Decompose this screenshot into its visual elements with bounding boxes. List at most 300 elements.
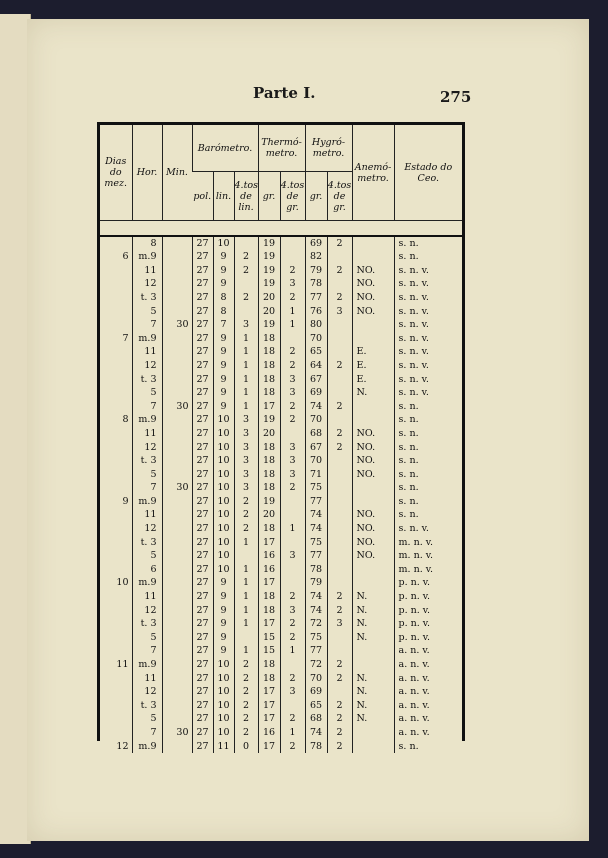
cell-hora: 11 [132, 590, 162, 604]
cell-thermo-gr: 18 [258, 454, 280, 468]
cell-pol: 27 [192, 712, 213, 726]
cell-dia [100, 726, 132, 740]
cell-pol: 27 [192, 631, 213, 645]
cell-quartos-lin: 2 [234, 291, 258, 305]
cell-pol: 27 [192, 318, 213, 332]
cell-anemometro [352, 236, 394, 251]
table-row [100, 413, 462, 427]
table-row [100, 508, 462, 522]
cell-lin: 9 [213, 345, 234, 359]
cell-dia [100, 631, 132, 645]
table-row [100, 359, 462, 373]
cell-anemometro [352, 332, 394, 346]
cell-lin: 10 [213, 549, 234, 563]
cell-quartos-lin [234, 305, 258, 319]
cell-quartos-lin: 2 [234, 726, 258, 740]
cell-pol: 27 [192, 454, 213, 468]
cell-thermo-quartos: 3 [280, 454, 305, 468]
cell-anemometro: E. [352, 345, 394, 359]
cell-lin: 10 [213, 427, 234, 441]
cell-hora: 12 [132, 359, 162, 373]
cell-minuto [162, 631, 192, 645]
cell-thermo-quartos: 1 [280, 318, 305, 332]
table-row [100, 481, 462, 495]
header-rule [100, 221, 462, 236]
cell-thermo-quartos: 2 [280, 740, 305, 754]
cell-lin: 8 [213, 291, 234, 305]
cell-hygro-quartos [327, 332, 352, 346]
table-row [100, 549, 462, 563]
cell-anemometro: NO. [352, 468, 394, 482]
cell-quartos-lin [234, 277, 258, 291]
cell-anemometro: NO. [352, 549, 394, 563]
cell-dia: 9 [122, 495, 129, 507]
cell-thermo-quartos [280, 236, 305, 251]
cell-hygro-gr: 74 [305, 590, 327, 604]
cell-anemometro [352, 400, 394, 414]
cell-hygro-gr: 70 [305, 413, 327, 427]
cell-lin: 10 [213, 413, 234, 427]
cell-dia [100, 291, 132, 305]
cell-estado: s. n. v. [394, 345, 462, 359]
cell-thermo-quartos: 2 [280, 631, 305, 645]
cell-minuto: 30 [162, 318, 192, 332]
cell-hygro-gr: 74 [305, 522, 327, 536]
table-row [100, 644, 462, 658]
cell-quartos-lin: 3 [234, 413, 258, 427]
cell-thermo-gr: 15 [258, 644, 280, 658]
cell-hygro-gr: 80 [305, 318, 327, 332]
cell-lin: 9 [213, 617, 234, 631]
cell-anemometro: N. [352, 590, 394, 604]
cell-dia [100, 236, 132, 251]
cell-thermo-quartos: 2 [280, 672, 305, 686]
cell-minuto [162, 250, 192, 264]
cell-lin: 10 [213, 481, 234, 495]
cell-lin: 10 [213, 441, 234, 455]
cell-thermo-gr: 18 [258, 672, 280, 686]
cell-hora: 7 [132, 644, 162, 658]
cell-thermo-quartos: 1 [280, 305, 305, 319]
cell-thermo-gr: 18 [258, 386, 280, 400]
cell-thermo-gr: 20 [258, 508, 280, 522]
cell-minuto [162, 332, 192, 346]
cell-lin: 10 [213, 508, 234, 522]
cell-minuto [162, 427, 192, 441]
cell-pol: 27 [192, 441, 213, 455]
cell-lin: 11 [213, 740, 234, 754]
cell-estado: s. n. v. [394, 373, 462, 387]
cell-lin: 10 [213, 672, 234, 686]
col-header-hygro-gr: gr. [305, 172, 327, 221]
cell-pol: 27 [192, 576, 213, 590]
cell-thermo-gr: 19 [258, 318, 280, 332]
cell-pol: 27 [192, 427, 213, 441]
table-row [100, 236, 462, 251]
cell-thermo-quartos [280, 563, 305, 577]
cell-hygro-quartos [327, 277, 352, 291]
cell-dia [100, 549, 132, 563]
cell-minuto [162, 712, 192, 726]
cell-anemometro [352, 481, 394, 495]
table-row [100, 712, 462, 726]
cell-hygro-gr: 74 [305, 400, 327, 414]
cell-thermo-quartos [280, 536, 305, 550]
cell-quartos-lin [234, 549, 258, 563]
cell-hora: 8 [132, 236, 162, 251]
cell-hygro-quartos [327, 250, 352, 264]
table-row [100, 563, 462, 577]
cell-dia [100, 373, 132, 387]
cell-thermo-quartos [280, 332, 305, 346]
cell-hygro-gr: 75 [305, 481, 327, 495]
cell-estado: s. n. [394, 740, 462, 754]
cell-thermo-quartos: 2 [280, 590, 305, 604]
cell-anemometro: N. [352, 604, 394, 618]
col-header-hygro-quartos: 4.tos de gr. [327, 172, 352, 221]
cell-hygro-quartos [327, 576, 352, 590]
cell-thermo-gr: 18 [258, 373, 280, 387]
cell-pol: 27 [192, 236, 213, 251]
cell-dia [100, 604, 132, 618]
cell-dia [100, 672, 132, 686]
cell-quartos-lin: 3 [234, 427, 258, 441]
cell-lin: 10 [213, 712, 234, 726]
cell-thermo-gr: 20 [258, 305, 280, 319]
cell-thermo-gr: 19 [258, 236, 280, 251]
cell-pol: 27 [192, 291, 213, 305]
cell-minuto [162, 359, 192, 373]
cell-estado: a. n. v. [394, 726, 462, 740]
cell-hora: 5 [132, 386, 162, 400]
cell-thermo-quartos [280, 576, 305, 590]
cell-minuto [162, 672, 192, 686]
cell-dia [100, 305, 132, 319]
cell-thermo-quartos: 3 [280, 277, 305, 291]
cell-minuto [162, 576, 192, 590]
cell-hygro-quartos: 2 [327, 740, 352, 754]
table-row [100, 427, 462, 441]
cell-hygro-quartos: 2 [327, 400, 352, 414]
table-row [100, 726, 462, 740]
table-row [100, 468, 462, 482]
cell-hora: m.9 [132, 495, 162, 509]
cell-pol: 27 [192, 685, 213, 699]
table-row [100, 345, 462, 359]
cell-quartos-lin: 2 [234, 264, 258, 278]
cell-quartos-lin: 2 [234, 685, 258, 699]
cell-hygro-quartos [327, 481, 352, 495]
table-row [100, 522, 462, 536]
cell-hora: t. 3 [132, 373, 162, 387]
cell-thermo-quartos: 2 [280, 712, 305, 726]
cell-dia [100, 644, 132, 658]
cell-estado: a. n. v. [394, 685, 462, 699]
cell-hygro-gr: 69 [305, 685, 327, 699]
cell-estado: s. n. [394, 400, 462, 414]
cell-pol: 27 [192, 617, 213, 631]
cell-hora: 11 [132, 427, 162, 441]
cell-lin: 10 [213, 685, 234, 699]
cell-hygro-quartos [327, 508, 352, 522]
cell-hygro-gr: 72 [305, 658, 327, 672]
cell-hora: 11 [132, 508, 162, 522]
cell-thermo-gr: 18 [258, 658, 280, 672]
cell-thermo-gr: 19 [258, 413, 280, 427]
cell-pol: 27 [192, 549, 213, 563]
cell-hygro-quartos [327, 468, 352, 482]
cell-anemometro: NO. [352, 427, 394, 441]
cell-pol: 27 [192, 250, 213, 264]
cell-hora: 5 [132, 712, 162, 726]
cell-estado: s. n. [394, 495, 462, 509]
cell-dia [100, 454, 132, 468]
cell-anemometro: N. [352, 617, 394, 631]
cell-lin: 10 [213, 699, 234, 713]
cell-estado: s. n. v. [394, 386, 462, 400]
cell-minuto [162, 468, 192, 482]
cell-dia [100, 277, 132, 291]
cell-estado: s. n. [394, 508, 462, 522]
cell-minuto [162, 413, 192, 427]
cell-minuto [162, 277, 192, 291]
cell-hygro-gr: 77 [305, 495, 327, 509]
cell-anemometro: NO. [352, 264, 394, 278]
cell-estado: s. n. [394, 454, 462, 468]
cell-hygro-gr: 75 [305, 631, 327, 645]
cell-hygro-quartos [327, 644, 352, 658]
cell-hora: 7 [132, 481, 162, 495]
cell-quartos-lin: 1 [234, 536, 258, 550]
cell-hygro-gr: 78 [305, 277, 327, 291]
cell-estado: s. n. [394, 481, 462, 495]
cell-lin: 9 [213, 373, 234, 387]
cell-pol: 27 [192, 386, 213, 400]
cell-quartos-lin: 2 [234, 522, 258, 536]
cell-thermo-quartos: 3 [280, 373, 305, 387]
cell-estado: p. n. v. [394, 576, 462, 590]
cell-pol: 27 [192, 644, 213, 658]
cell-pol: 27 [192, 345, 213, 359]
cell-anemometro: NO. [352, 522, 394, 536]
cell-hygro-quartos [327, 522, 352, 536]
cell-dia [100, 468, 132, 482]
cell-estado: s. n. v. [394, 291, 462, 305]
col-header-hygrometro: Hygró-metro. [305, 125, 352, 172]
cell-thermo-gr: 20 [258, 291, 280, 305]
cell-quartos-lin: 3 [234, 441, 258, 455]
cell-pol: 27 [192, 277, 213, 291]
cell-thermo-gr: 20 [258, 427, 280, 441]
col-header-estado: Estado do Ceo. [394, 125, 462, 221]
col-header-hor: Hor. [132, 125, 162, 221]
cell-minuto [162, 644, 192, 658]
cell-thermo-quartos: 2 [280, 617, 305, 631]
cell-hygro-quartos: 2 [327, 590, 352, 604]
col-header-thermo-gr: gr. [258, 172, 280, 221]
cell-hygro-gr: 78 [305, 740, 327, 754]
cell-hora: 12 [132, 277, 162, 291]
cell-thermo-gr: 18 [258, 468, 280, 482]
cell-dia: 8 [122, 414, 129, 426]
cell-quartos-lin: 1 [234, 576, 258, 590]
cell-quartos-lin [234, 236, 258, 251]
cell-hygro-quartos: 2 [327, 236, 352, 251]
cell-thermo-gr: 17 [258, 576, 280, 590]
cell-lin: 9 [213, 277, 234, 291]
cell-dia [100, 386, 132, 400]
cell-thermo-quartos: 2 [280, 291, 305, 305]
cell-hygro-quartos [327, 549, 352, 563]
cell-hygro-gr: 72 [305, 617, 327, 631]
cell-estado: s. n. [394, 468, 462, 482]
cell-dia: 12 [116, 740, 129, 752]
cell-estado: s. n. [394, 250, 462, 264]
cell-anemometro: NO. [352, 305, 394, 319]
cell-hygro-quartos: 2 [327, 264, 352, 278]
cell-thermo-gr: 17 [258, 400, 280, 414]
cell-hora: 11 [132, 264, 162, 278]
table-row [100, 318, 462, 332]
cell-hygro-quartos: 3 [327, 305, 352, 319]
cell-hygro-quartos: 2 [327, 712, 352, 726]
cell-dia [100, 441, 132, 455]
table-row [100, 441, 462, 455]
cell-thermo-gr: 18 [258, 604, 280, 618]
cell-minuto [162, 658, 192, 672]
cell-estado: s. n. v. [394, 264, 462, 278]
cell-thermo-gr: 18 [258, 522, 280, 536]
cell-hora: 7 [132, 726, 162, 740]
cell-minuto [162, 604, 192, 618]
col-header-barometro: Barómetro. [192, 125, 258, 172]
cell-lin: 9 [213, 386, 234, 400]
cell-minuto [162, 549, 192, 563]
cell-estado: m. n. v. [394, 536, 462, 550]
cell-dia [100, 427, 132, 441]
cell-hora: 12 [132, 604, 162, 618]
cell-hora: m.9 [132, 413, 162, 427]
cell-pol: 27 [192, 400, 213, 414]
cell-hora: t. 3 [132, 536, 162, 550]
section-title: Parte I. [253, 84, 316, 102]
cell-hora: 12 [132, 441, 162, 455]
cell-thermo-gr: 17 [258, 536, 280, 550]
cell-minuto: 30 [162, 400, 192, 414]
cell-thermo-quartos [280, 699, 305, 713]
cell-dia: 7 [122, 332, 129, 344]
cell-hygro-quartos [327, 685, 352, 699]
cell-anemometro [352, 644, 394, 658]
cell-lin: 9 [213, 400, 234, 414]
cell-hygro-quartos: 2 [327, 658, 352, 672]
cell-hygro-gr: 78 [305, 563, 327, 577]
cell-thermo-gr: 17 [258, 685, 280, 699]
cell-hora: 11 [132, 345, 162, 359]
cell-pol: 27 [192, 305, 213, 319]
cell-dia: 10 [116, 577, 129, 589]
cell-quartos-lin: 2 [234, 672, 258, 686]
cell-minuto [162, 495, 192, 509]
cell-hygro-gr: 77 [305, 291, 327, 305]
cell-thermo-gr: 18 [258, 441, 280, 455]
cell-anemometro [352, 250, 394, 264]
cell-hygro-gr: 79 [305, 264, 327, 278]
cell-pol: 27 [192, 481, 213, 495]
cell-hygro-gr: 70 [305, 672, 327, 686]
cell-hygro-gr: 77 [305, 549, 327, 563]
cell-quartos-lin: 0 [234, 740, 258, 754]
cell-thermo-quartos: 2 [280, 413, 305, 427]
cell-quartos-lin: 3 [234, 468, 258, 482]
cell-quartos-lin: 1 [234, 590, 258, 604]
cell-hygro-gr: 69 [305, 386, 327, 400]
cell-quartos-lin: 2 [234, 699, 258, 713]
cell-pol: 27 [192, 508, 213, 522]
cell-hygro-gr: 65 [305, 345, 327, 359]
cell-pol: 27 [192, 672, 213, 686]
cell-dia [100, 318, 132, 332]
cell-estado: a. n. v. [394, 658, 462, 672]
cell-thermo-gr: 17 [258, 617, 280, 631]
cell-quartos-lin: 2 [234, 495, 258, 509]
cell-thermo-gr: 19 [258, 277, 280, 291]
table-row [100, 740, 462, 754]
cell-pol: 27 [192, 373, 213, 387]
cell-lin: 9 [213, 631, 234, 645]
cell-hygro-quartos [327, 631, 352, 645]
cell-minuto [162, 454, 192, 468]
cell-hygro-gr: 77 [305, 644, 327, 658]
cell-hygro-quartos: 2 [327, 291, 352, 305]
cell-minuto [162, 305, 192, 319]
cell-lin: 10 [213, 495, 234, 509]
cell-quartos-lin: 2 [234, 658, 258, 672]
cell-anemometro: N. [352, 386, 394, 400]
cell-estado: s. n. v. [394, 332, 462, 346]
cell-thermo-gr: 19 [258, 250, 280, 264]
cell-thermo-quartos: 2 [280, 359, 305, 373]
cell-minuto [162, 236, 192, 251]
cell-hygro-gr: 70 [305, 454, 327, 468]
cell-pol: 27 [192, 590, 213, 604]
cell-anemometro: N. [352, 631, 394, 645]
cell-thermo-quartos [280, 250, 305, 264]
cell-lin: 10 [213, 236, 234, 251]
cell-thermo-gr: 18 [258, 332, 280, 346]
cell-hora: m.9 [132, 740, 162, 754]
cell-hora: 6 [132, 563, 162, 577]
cell-thermo-gr: 18 [258, 359, 280, 373]
cell-hygro-quartos: 2 [327, 359, 352, 373]
cell-hygro-gr: 75 [305, 536, 327, 550]
cell-anemometro: NO. [352, 291, 394, 305]
cell-anemometro: NO. [352, 508, 394, 522]
cell-hygro-quartos: 2 [327, 672, 352, 686]
table-row [100, 617, 462, 631]
cell-thermo-gr: 18 [258, 481, 280, 495]
cell-estado: m. n. v. [394, 563, 462, 577]
cell-estado: m. n. v. [394, 549, 462, 563]
cell-minuto [162, 386, 192, 400]
cell-hygro-quartos [327, 413, 352, 427]
cell-estado: a. n. v. [394, 712, 462, 726]
cell-hygro-quartos [327, 345, 352, 359]
cell-quartos-lin: 1 [234, 373, 258, 387]
cell-thermo-quartos [280, 427, 305, 441]
cell-hora: t. 3 [132, 699, 162, 713]
cell-anemometro: NO. [352, 441, 394, 455]
